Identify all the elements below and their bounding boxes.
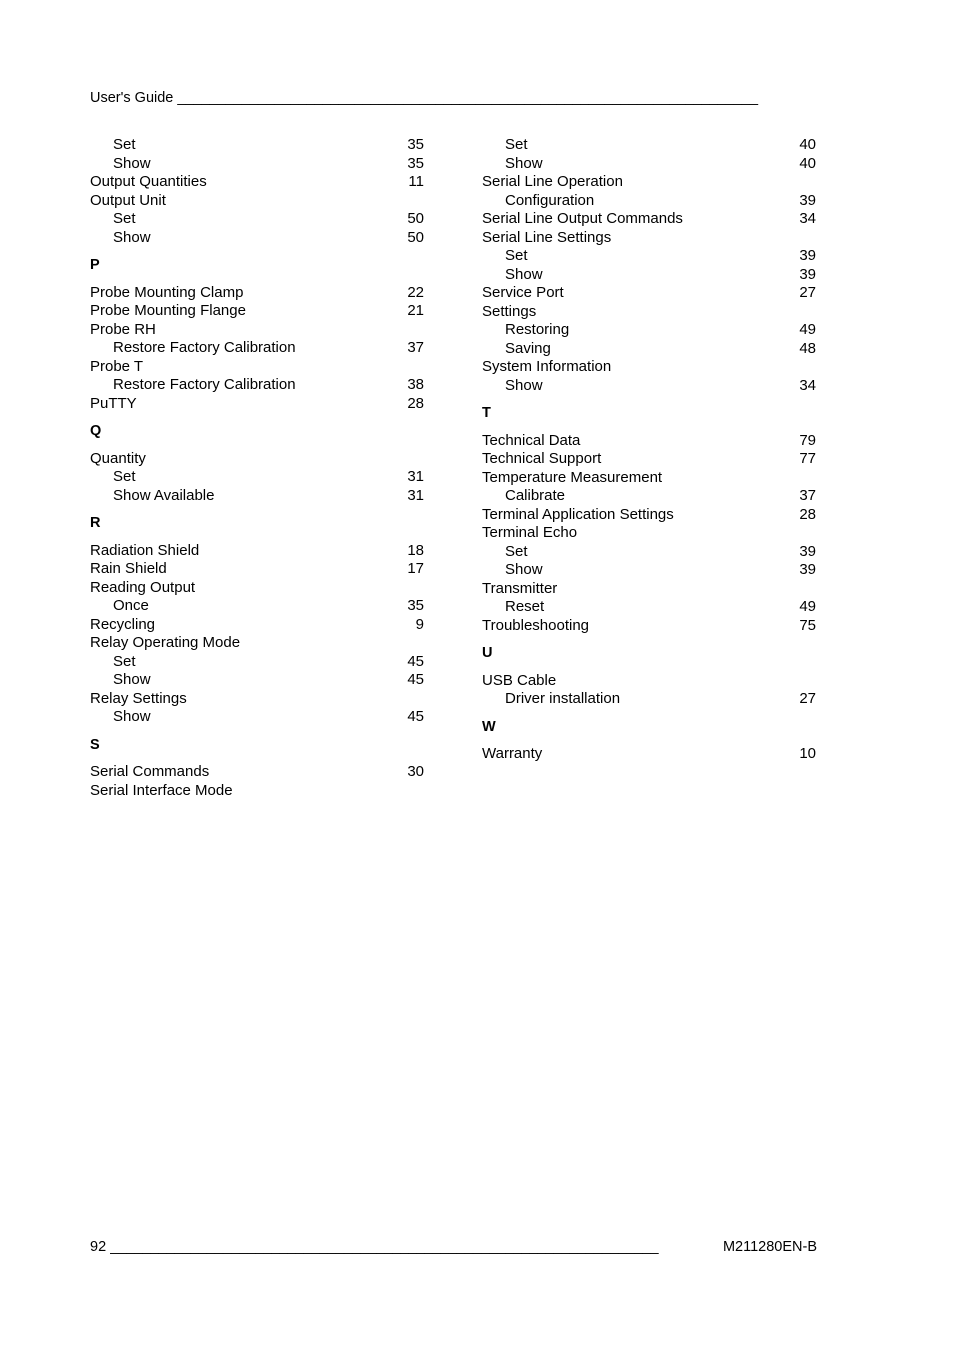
index-page-number: 31 (407, 486, 424, 504)
index-subentry (482, 247, 816, 266)
index-term: USB Cable (482, 671, 557, 689)
index-page-number: 37 (407, 339, 424, 356)
index-page-number: 11 (408, 173, 424, 190)
index-subentry (482, 155, 816, 174)
index-entry (482, 303, 816, 322)
index-term: Technical Data (482, 431, 581, 449)
index-entry (482, 173, 816, 192)
index-page-number: 27 (799, 284, 816, 301)
index-page-number: 48 (799, 339, 816, 357)
index-page-number: 17 (407, 560, 424, 577)
index-entry (90, 173, 424, 192)
index-page-number: 50 (407, 210, 424, 227)
index-term: Set (113, 210, 136, 227)
index-term: Set (113, 652, 136, 670)
index-entry (482, 524, 816, 543)
index-entry (90, 579, 424, 598)
index-page-number: 10 (799, 745, 816, 762)
page-number: 92 (90, 1239, 107, 1255)
document-code: M211280EN-B (722, 1239, 817, 1255)
index-letter-heading: Q (90, 423, 102, 439)
index-term: Set (113, 136, 136, 153)
index-page-number: 50 (407, 228, 424, 246)
index-entry (482, 617, 816, 636)
index-term: Calibrate (505, 487, 566, 504)
index-page-number: 75 (799, 616, 816, 634)
index-term: Show (505, 376, 543, 394)
index-term: Service Port (482, 284, 564, 301)
index-page-number: 77 (799, 450, 816, 467)
index-entry (90, 284, 424, 303)
index-term: Probe Mounting Clamp (90, 283, 244, 301)
index-term: Restore Factory Calibration (113, 376, 296, 393)
index-page-number: 35 (407, 597, 424, 614)
index-entry (90, 616, 424, 635)
index-page-number: 38 (407, 376, 424, 393)
index-subentry (482, 598, 816, 617)
index-page-number: 21 (407, 302, 424, 319)
index-term: Radiation Shield (90, 541, 200, 559)
index-term: Probe RH (90, 320, 156, 338)
index-subentry (90, 155, 424, 174)
index-term: Restore Factory Calibration (113, 339, 296, 356)
index-page-number: 40 (799, 136, 816, 153)
index-term: Reset (505, 598, 545, 615)
index-term: System Information (482, 358, 612, 375)
index-term: Show (113, 228, 151, 246)
index-term: Show (505, 265, 543, 283)
index-column-left (90, 136, 424, 800)
index-page-number: 31 (407, 468, 424, 485)
index-letter-heading: P (90, 257, 100, 273)
index-subentry (90, 708, 424, 727)
index-term: Show (113, 708, 151, 725)
index-page-number: 79 (799, 431, 816, 449)
index-entry (482, 745, 816, 764)
index-term: Reading Output (90, 578, 196, 596)
index-letter-heading: R (90, 515, 101, 531)
index-entry (482, 506, 816, 525)
index-entry (90, 321, 424, 340)
index-entry (90, 192, 424, 211)
index-term: Set (113, 468, 136, 485)
index-term: Serial Line Operation (482, 173, 623, 190)
index-entry (482, 672, 816, 691)
index-subentry (482, 543, 816, 562)
index-entry (482, 580, 816, 599)
index-page-number: 39 (799, 265, 816, 283)
index-letter-heading: U (482, 645, 493, 661)
index-subentry (90, 653, 424, 672)
index-letter-heading: W (482, 718, 496, 735)
index-page-number: 39 (799, 247, 816, 264)
index-term: Serial Commands (90, 763, 210, 780)
index-term: Probe T (90, 357, 144, 375)
index-page-number: 45 (407, 708, 424, 725)
index-letter-heading: T (482, 405, 491, 421)
index-subentry (90, 339, 424, 358)
index-subentry (90, 487, 424, 506)
index-term: Show (505, 154, 543, 172)
index-subentry (482, 377, 816, 396)
index-subentry (90, 376, 424, 395)
index-term: Terminal Echo (482, 524, 578, 541)
index-term: Troubleshooting (482, 616, 590, 634)
index-entry (90, 542, 424, 561)
index-entry (482, 210, 816, 229)
index-page-number: 34 (799, 376, 816, 394)
index-term: Quantity (90, 449, 146, 467)
index-page-number: 9 (415, 615, 424, 633)
index-term: Restoring (505, 321, 570, 338)
index-entry (90, 395, 424, 414)
index-subentry (90, 468, 424, 487)
index-subentry (482, 690, 816, 709)
index-subentry (482, 561, 816, 580)
index-term: Output Unit (90, 191, 166, 209)
index-subentry (90, 671, 424, 690)
index-entry (482, 358, 816, 377)
index-entry (482, 284, 816, 303)
index-page-number: 39 (799, 561, 816, 578)
index-term: Saving (505, 339, 551, 357)
index-term: Set (505, 136, 528, 153)
index-subentry (90, 597, 424, 616)
index-term: Relay Operating Mode (90, 634, 241, 651)
index-entry (482, 469, 816, 488)
index-term: Warranty (482, 745, 543, 762)
index-page-number: 37 (799, 487, 816, 504)
index-term: Relay Settings (90, 689, 187, 707)
page-footer (90, 1239, 817, 1255)
index-page-number: 28 (799, 505, 816, 523)
index-subentry (482, 192, 816, 211)
index-term: Configuration (505, 191, 595, 209)
index-term: Show (505, 561, 543, 578)
index-page-number: 34 (799, 210, 816, 227)
index-term: Show (113, 154, 151, 172)
index-page-number: 49 (799, 598, 816, 615)
index-entry (90, 450, 424, 469)
index-page-number: 49 (799, 321, 816, 338)
index-term: Output Quantities (90, 173, 207, 190)
index-entry (90, 634, 424, 653)
footer-rule: ____________________________________________________________________ (110, 1239, 659, 1255)
index-term: PuTTY (90, 394, 137, 412)
index-term: Transmitter (482, 579, 558, 597)
index-subentry (482, 340, 816, 359)
index-subentry (90, 229, 424, 248)
index-page-number: 40 (799, 154, 816, 172)
index-entry (90, 560, 424, 579)
index-subentry (90, 136, 424, 155)
index-letter-heading: S (90, 736, 100, 753)
index-entry (482, 432, 816, 451)
index-page-number: 30 (407, 763, 424, 780)
index-subentry (90, 210, 424, 229)
index-entry (482, 450, 816, 469)
index-entry (90, 763, 424, 782)
index-column-right (482, 136, 816, 764)
index-subentry (482, 266, 816, 285)
index-term: Once (113, 597, 149, 614)
index-term: Show Available (113, 486, 215, 504)
index-term: Temperature Measurement (482, 468, 663, 486)
index-subentry (482, 321, 816, 340)
index-term: Serial Line Settings (482, 228, 612, 246)
index-entry (90, 302, 424, 321)
page-header: User's Guide ________________________________________________________________________ (90, 90, 759, 106)
index-term: Set (505, 247, 528, 264)
index-term: Technical Support (482, 450, 602, 467)
index-page-number: 27 (799, 690, 816, 707)
index-page-number: 18 (407, 541, 424, 559)
index-page-number: 39 (799, 191, 816, 209)
index-entry (482, 229, 816, 248)
index-term: Serial Line Output Commands (482, 210, 683, 227)
index-term: Terminal Application Settings (482, 505, 674, 523)
index-term: Rain Shield (90, 560, 167, 577)
index-page-number: 45 (407, 652, 424, 670)
index-term: Probe Mounting Flange (90, 302, 246, 319)
index-entry (90, 690, 424, 709)
index-page-number: 28 (407, 394, 424, 412)
index-term: Show (113, 671, 151, 688)
index-subentry (482, 487, 816, 506)
index-term: Driver installation (505, 690, 621, 707)
index-entry (90, 358, 424, 377)
index-term: Recycling (90, 615, 156, 633)
index-page-number: 35 (407, 136, 424, 153)
index-subentry (482, 136, 816, 155)
index-page-number: 22 (407, 283, 424, 301)
index-term: Settings (482, 302, 537, 320)
index-entry (90, 782, 424, 801)
index-page-number: 45 (407, 671, 424, 688)
index-page-number: 35 (407, 154, 424, 172)
index-page-number: 39 (799, 542, 816, 560)
index-term: Set (505, 542, 528, 560)
index-term: Serial Interface Mode (90, 781, 233, 799)
